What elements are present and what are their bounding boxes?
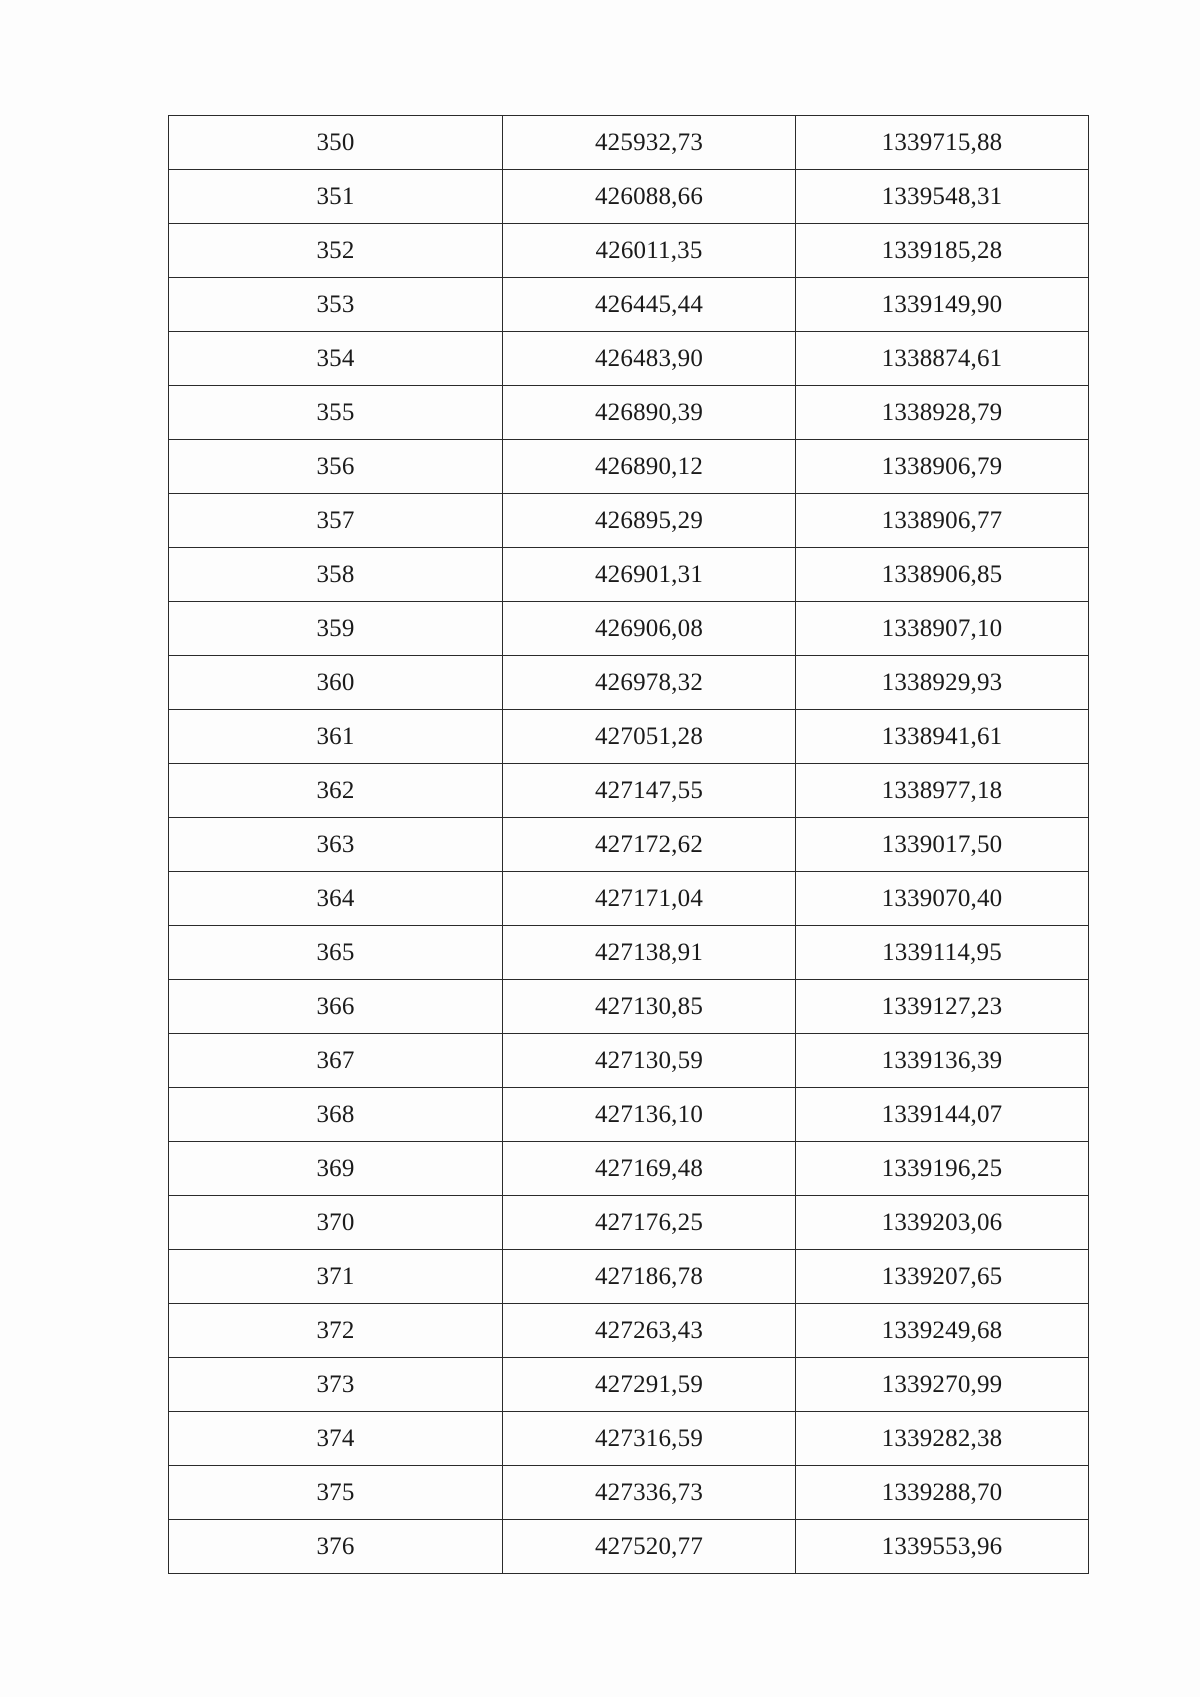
y-coordinate-cell: 1338874,61	[796, 332, 1089, 386]
point-number-cell: 373	[169, 1358, 503, 1412]
x-coordinate-cell: 427263,43	[503, 1304, 796, 1358]
table-row	[169, 224, 1089, 278]
table-row	[169, 116, 1089, 170]
y-coordinate-cell: 1339282,38	[796, 1412, 1089, 1466]
y-coordinate-cell: 1339249,68	[796, 1304, 1089, 1358]
table-row	[169, 548, 1089, 602]
y-coordinate-cell: 1339127,23	[796, 980, 1089, 1034]
x-coordinate-cell: 426895,29	[503, 494, 796, 548]
y-coordinate-cell: 1339548,31	[796, 170, 1089, 224]
point-number-cell: 355	[169, 386, 503, 440]
y-coordinate-cell: 1339196,25	[796, 1142, 1089, 1196]
y-coordinate-cell: 1338977,18	[796, 764, 1089, 818]
y-coordinate-cell: 1339017,50	[796, 818, 1089, 872]
point-number-cell: 367	[169, 1034, 503, 1088]
y-coordinate-cell: 1338929,93	[796, 656, 1089, 710]
x-coordinate-cell: 426901,31	[503, 548, 796, 602]
table-row	[169, 764, 1089, 818]
table-row	[169, 656, 1089, 710]
x-coordinate-cell: 426906,08	[503, 602, 796, 656]
point-number-cell: 354	[169, 332, 503, 386]
table-row	[169, 1142, 1089, 1196]
table-row	[169, 710, 1089, 764]
coordinates-table	[168, 115, 1089, 1574]
point-number-cell: 363	[169, 818, 503, 872]
table-row	[169, 818, 1089, 872]
y-coordinate-cell: 1339144,07	[796, 1088, 1089, 1142]
point-number-cell: 372	[169, 1304, 503, 1358]
y-coordinate-cell: 1338941,61	[796, 710, 1089, 764]
table-row	[169, 872, 1089, 926]
table-row	[169, 1358, 1089, 1412]
x-coordinate-cell: 427169,48	[503, 1142, 796, 1196]
coordinates-table-body	[169, 116, 1089, 1574]
y-coordinate-cell: 1338906,77	[796, 494, 1089, 548]
table-row	[169, 332, 1089, 386]
table-row	[169, 1250, 1089, 1304]
table-row	[169, 278, 1089, 332]
y-coordinate-cell: 1339070,40	[796, 872, 1089, 926]
point-number-cell: 365	[169, 926, 503, 980]
x-coordinate-cell: 427176,25	[503, 1196, 796, 1250]
point-number-cell: 360	[169, 656, 503, 710]
x-coordinate-cell: 426011,35	[503, 224, 796, 278]
table-row	[169, 1520, 1089, 1574]
table-row	[169, 980, 1089, 1034]
table-row	[169, 926, 1089, 980]
x-coordinate-cell: 427520,77	[503, 1520, 796, 1574]
y-coordinate-cell: 1339288,70	[796, 1466, 1089, 1520]
x-coordinate-cell: 427172,62	[503, 818, 796, 872]
y-coordinate-cell: 1338928,79	[796, 386, 1089, 440]
y-coordinate-cell: 1338906,85	[796, 548, 1089, 602]
x-coordinate-cell: 427130,59	[503, 1034, 796, 1088]
table-row	[169, 1196, 1089, 1250]
x-coordinate-cell: 427130,85	[503, 980, 796, 1034]
x-coordinate-cell: 426978,32	[503, 656, 796, 710]
point-number-cell: 375	[169, 1466, 503, 1520]
table-row	[169, 440, 1089, 494]
point-number-cell: 357	[169, 494, 503, 548]
y-coordinate-cell: 1339185,28	[796, 224, 1089, 278]
table-row	[169, 1466, 1089, 1520]
x-coordinate-cell: 427316,59	[503, 1412, 796, 1466]
y-coordinate-cell: 1339149,90	[796, 278, 1089, 332]
point-number-cell: 359	[169, 602, 503, 656]
y-coordinate-cell: 1339553,96	[796, 1520, 1089, 1574]
y-coordinate-cell: 1339114,95	[796, 926, 1089, 980]
point-number-cell: 353	[169, 278, 503, 332]
point-number-cell: 366	[169, 980, 503, 1034]
point-number-cell: 361	[169, 710, 503, 764]
y-coordinate-cell: 1338906,79	[796, 440, 1089, 494]
table-row	[169, 386, 1089, 440]
x-coordinate-cell: 427171,04	[503, 872, 796, 926]
x-coordinate-cell: 427138,91	[503, 926, 796, 980]
x-coordinate-cell: 427147,55	[503, 764, 796, 818]
x-coordinate-cell: 426890,39	[503, 386, 796, 440]
point-number-cell: 371	[169, 1250, 503, 1304]
point-number-cell: 362	[169, 764, 503, 818]
point-number-cell: 368	[169, 1088, 503, 1142]
x-coordinate-cell: 426445,44	[503, 278, 796, 332]
table-row	[169, 1034, 1089, 1088]
x-coordinate-cell: 425932,73	[503, 116, 796, 170]
y-coordinate-cell: 1339715,88	[796, 116, 1089, 170]
point-number-cell: 364	[169, 872, 503, 926]
table-row	[169, 170, 1089, 224]
x-coordinate-cell: 427291,59	[503, 1358, 796, 1412]
y-coordinate-cell: 1339136,39	[796, 1034, 1089, 1088]
table-row	[169, 1412, 1089, 1466]
point-number-cell: 358	[169, 548, 503, 602]
x-coordinate-cell: 427136,10	[503, 1088, 796, 1142]
x-coordinate-cell: 427186,78	[503, 1250, 796, 1304]
y-coordinate-cell: 1339207,65	[796, 1250, 1089, 1304]
point-number-cell: 356	[169, 440, 503, 494]
table-row	[169, 1088, 1089, 1142]
y-coordinate-cell: 1339203,06	[796, 1196, 1089, 1250]
table-row	[169, 1304, 1089, 1358]
point-number-cell: 376	[169, 1520, 503, 1574]
point-number-cell: 370	[169, 1196, 503, 1250]
point-number-cell: 352	[169, 224, 503, 278]
y-coordinate-cell: 1338907,10	[796, 602, 1089, 656]
table-row	[169, 494, 1089, 548]
x-coordinate-cell: 426890,12	[503, 440, 796, 494]
point-number-cell: 374	[169, 1412, 503, 1466]
y-coordinate-cell: 1339270,99	[796, 1358, 1089, 1412]
x-coordinate-cell: 427336,73	[503, 1466, 796, 1520]
table-row	[169, 602, 1089, 656]
x-coordinate-cell: 427051,28	[503, 710, 796, 764]
x-coordinate-cell: 426088,66	[503, 170, 796, 224]
x-coordinate-cell: 426483,90	[503, 332, 796, 386]
point-number-cell: 350	[169, 116, 503, 170]
point-number-cell: 351	[169, 170, 503, 224]
point-number-cell: 369	[169, 1142, 503, 1196]
